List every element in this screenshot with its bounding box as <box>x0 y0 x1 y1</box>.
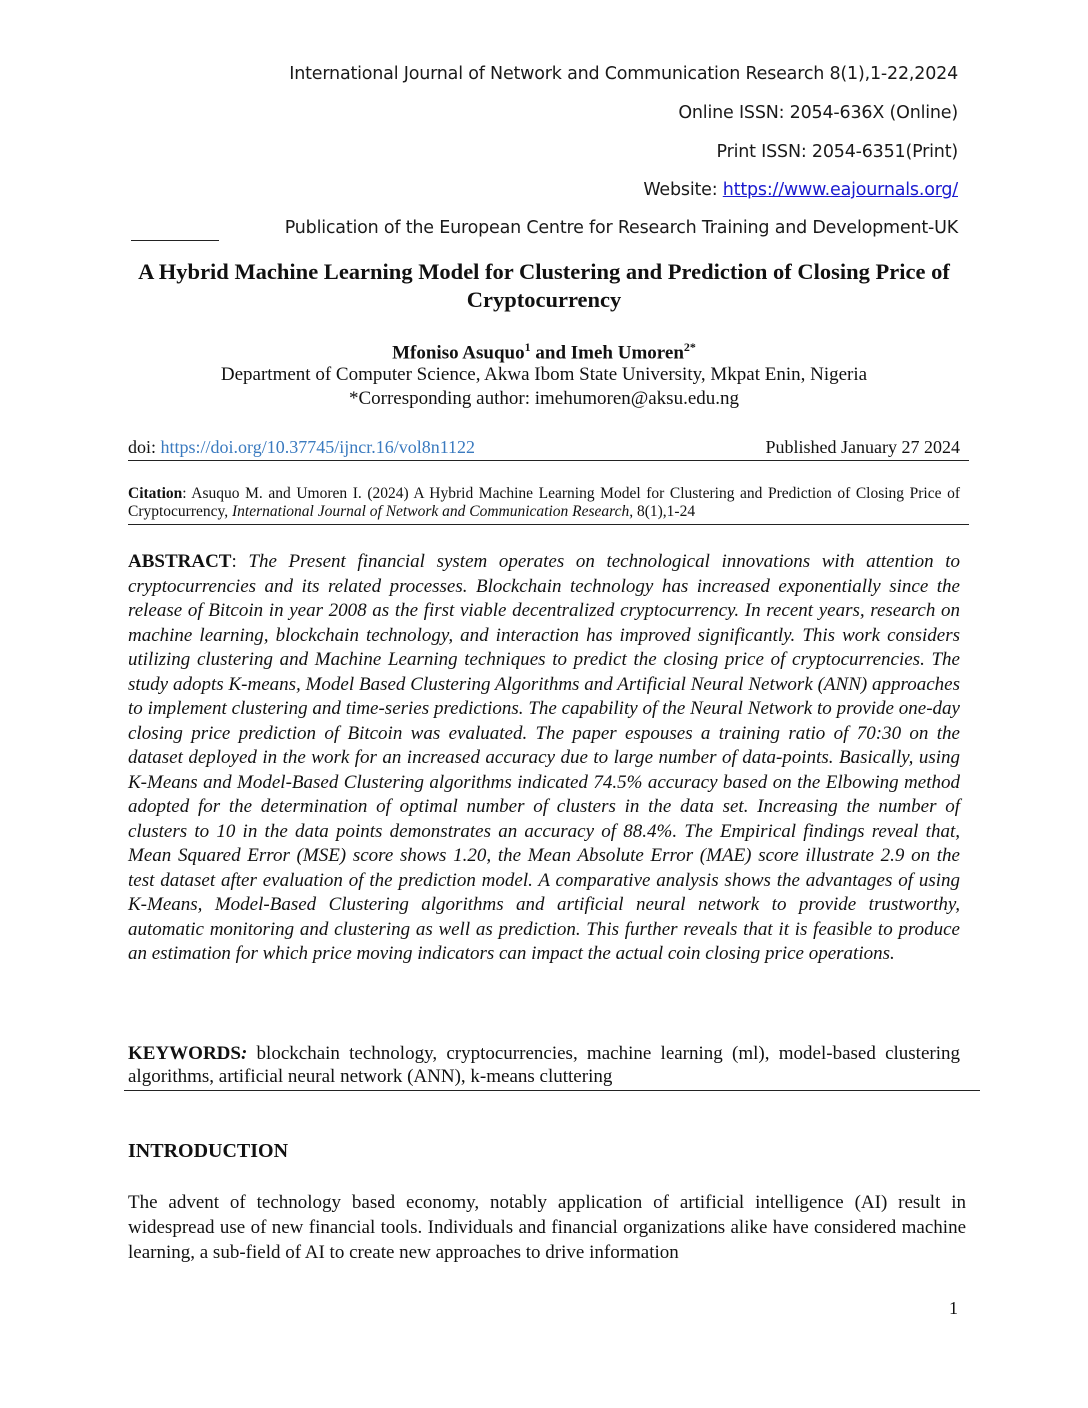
authors-conjunction: and <box>530 342 571 364</box>
affiliation: Department of Computer Science, Akwa Ibom State University, Mkpat Enin, Nigeria <box>220 364 868 385</box>
keywords-rule <box>124 1090 980 1091</box>
website-line <box>643 180 958 200</box>
print-issn: Print ISSN: 2054-6351(Print) <box>716 142 958 162</box>
keywords-text: blockchain technology, cryptocurrencies, machine learning (ml), model-based clustering algorithms, artificial neural network (ANN), k-means cluttering <box>128 1043 961 1087</box>
citation <box>128 485 960 521</box>
doi-rule <box>128 460 969 461</box>
corresponding-author: *Corresponding author: imehumoren@aksu.edu.ng <box>348 388 740 409</box>
doi-row <box>128 437 960 458</box>
citation-journal: International Journal of Network and Communication Research, <box>232 503 634 520</box>
doi-link[interactable]: https://doi.org/10.37745/ijncr.16/vol8n1122 <box>160 437 476 457</box>
paper-title: A Hybrid Machine Learning Model for Clustering and Prediction of Closing Price of Cryptocurrency <box>138 259 950 312</box>
doi-label: doi: <box>128 437 161 457</box>
publisher-line: Publication of the European Centre for Research Training and Development-UK <box>284 218 958 238</box>
journal-header: International Journal of Network and Communication Research 8(1),1-22,2024 <box>289 64 958 84</box>
introduction-paragraph: The advent of technology based economy, notably application of artificial intelligence (AI) result in widespread use of new financial tools. Individuals and financial organizations alike have considered machine learning, a sub-field of AI to create new approaches to drive information <box>128 1192 966 1263</box>
keywords-label: KEYWORDS <box>128 1043 241 1064</box>
page-number: 1 <box>949 1298 958 1318</box>
website-label: Website: <box>643 180 723 200</box>
citation-rule <box>128 524 969 525</box>
author-1-sup: 1 <box>524 340 531 354</box>
author-1: Mfoniso Asuquo <box>392 342 525 364</box>
citation-volume: 8(1),1-24 <box>633 503 696 520</box>
abstract-body: The Present financial system operates on technological innovations with attention to cryptocurrencies and its related processes. Blockchain technology has increased exponentially since the release of Bitcoin in year 2008 as the first viable decentralized cryptocurrency. In recent years, research on machine learning, blockchain technology, and interaction has improved significantly. This work considers utilizing clustering and Machine Learning techniques to predict the closing price of cryptocurrencies. The study adopts K-means, Model Based Clustering Algorithms and Artificial Neural Network (ANN) approaches to implement clustering and time-series predictions. The capability of the Neural Network to provide one-day closing price prediction of Bitcoin was evaluated. The paper espouses a training ratio of 70:30 on the dataset deployed in the work for an increased accuracy due to large number of data-points. Basically, using K-Means and Model-Based Clustering algorithms indicated 74.5% accuracy based on the Elbowing method adopted for the determination of optimal number of clusters in the data set. Increasing the number of clusters to 10 in the data points demonstrates an accuracy of 88.4%. The Empirical findings reveal that, Mean Squared Error (MSE) score shows 1.20, the Mean Absolute Error (MAE) score illustrate 2.9 on the test dataset after evaluation of the prediction model. A comparative analysis shows the advantages of using K-Means, Model-Based Clustering algorithms and artificial neural network to provide trustworthy, automatic monitoring and clustering as well as prediction. This further reveals that it is feasible to produce an estimation for which price moving indicators can impact the actual coin closing price operations. <box>128 551 961 964</box>
abstract <box>128 550 960 967</box>
doi <box>128 437 475 458</box>
published-date: Published January 27 2024 <box>765 437 960 457</box>
website-link[interactable]: https://www.eajournals.org/ <box>722 180 958 200</box>
citation-text: : Asuquo M. and Umoren I. (2024) A Hybrid Machine Learning Model for Clustering and Prediction of Closing Price of Cryptocurrency, <box>128 485 960 520</box>
author-2: Imeh Umoren <box>570 342 684 364</box>
keywords <box>128 1042 960 1088</box>
abstract-label: ABSTRACT <box>128 551 232 572</box>
online-issn: Online ISSN: 2054-636X (Online) <box>678 103 958 123</box>
keywords-separator: : <box>240 1043 257 1064</box>
author-2-sup: 2* <box>683 340 696 354</box>
header-rule <box>131 240 219 241</box>
abstract-separator: : <box>231 551 249 572</box>
authors-line <box>110 340 978 364</box>
citation-label: Citation <box>128 485 183 502</box>
introduction-heading: INTRODUCTION <box>128 1140 289 1162</box>
